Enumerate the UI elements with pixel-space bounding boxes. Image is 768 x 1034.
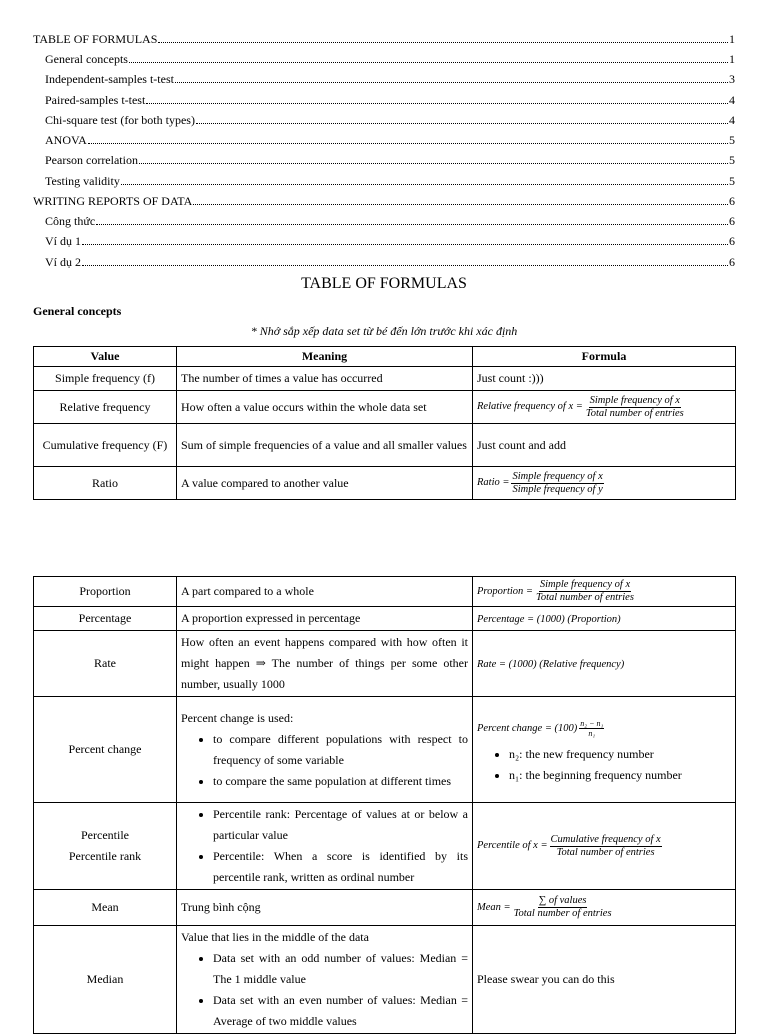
toc-entry[interactable]: [33, 189, 735, 209]
table-row: [34, 607, 736, 631]
cell-formula: Just count :))): [473, 367, 736, 391]
toc-entry-title: Ví dụ 2: [45, 255, 81, 269]
list-item: • Percentile rank: Percentage of values at or below a particular value: [213, 804, 468, 846]
fraction-denominator: Total number of entries: [536, 592, 634, 603]
toc-entry[interactable]: [45, 250, 735, 270]
table-row: [34, 890, 736, 926]
toc-entry[interactable]: [33, 27, 735, 47]
table-row: [34, 631, 736, 697]
toc-entry-page: 1: [729, 32, 735, 46]
table-row: [34, 803, 736, 890]
list-item: • n₁: the beginning frequency number: [509, 765, 731, 786]
cell-meaning: A proportion expressed in percentage: [177, 607, 473, 631]
table-row: [34, 926, 736, 1034]
cell-value: Proportion: [34, 577, 177, 607]
table-row: [34, 424, 736, 467]
bullet-list: [181, 729, 468, 792]
cell-formula: [473, 890, 736, 926]
cell-meaning: [177, 697, 473, 803]
toc-entry-page: 4: [729, 113, 735, 127]
toc-entry-page: 3: [729, 72, 735, 86]
table-row: [34, 577, 736, 607]
toc-entry-title: Pearson correlation: [45, 153, 138, 167]
formula-expression: [477, 471, 604, 496]
cell-meaning: [177, 803, 473, 890]
table-row: [34, 367, 736, 391]
toc-entry-title: Independent-samples t-test: [45, 72, 174, 86]
list-item: • to compare the same population at different times: [213, 771, 468, 792]
toc-entry-page: 4: [729, 93, 735, 107]
fraction-denominator: Simple frequency of y: [512, 483, 603, 495]
toc-entry-page: 5: [729, 153, 735, 167]
cell-value-line: Percentile rank: [68, 849, 142, 863]
table-header-row: [34, 347, 736, 367]
toc-entry[interactable]: [45, 169, 735, 189]
toc-entry[interactable]: [45, 148, 735, 168]
cell-value: Percent change: [34, 697, 177, 803]
toc-entry-title: General concepts: [45, 52, 128, 66]
cell-formula: [473, 631, 736, 697]
cell-intro: Value that lies in the middle of the data: [181, 930, 369, 944]
formula-table-1: [33, 346, 736, 500]
cell-value: Median: [34, 926, 177, 1034]
toc-entry-title: Testing validity: [45, 174, 120, 188]
cell-formula: [473, 607, 736, 631]
list-item: • n₂: the new frequency number: [509, 744, 731, 765]
toc-entry[interactable]: [45, 209, 735, 229]
cell-meaning: How often a value occurs within the whole data set: [177, 391, 473, 424]
formula-expression: [477, 834, 662, 859]
bullet-list: [181, 948, 468, 1032]
toc-entry[interactable]: [45, 47, 735, 67]
formula-lhs: Percent change = (100): [477, 722, 578, 734]
cell-formula: [473, 467, 736, 500]
fraction-numerator: ∑ of values: [538, 895, 587, 906]
toc-entry-title: Công thức: [45, 214, 96, 228]
fraction-denominator: n₁: [588, 729, 596, 739]
fraction: [513, 895, 613, 920]
bullet-list: [477, 744, 731, 786]
cell-formula: [473, 803, 736, 890]
cell-formula: Just count and add: [473, 424, 736, 467]
list-item: • Data set with an odd number of values: Median = The 1 middle value: [213, 948, 468, 990]
fraction-denominator: Total number of entries: [513, 908, 612, 919]
fraction-numerator: Cumulative frequency of x: [550, 833, 661, 845]
toc-entry-page: 6: [729, 194, 735, 208]
formula-lhs: Percentile of x =: [477, 840, 548, 851]
cell-value: Percentage: [34, 607, 177, 631]
formula-lhs: Proportion =: [477, 585, 533, 597]
cell-meaning: The number of times a value has occurred: [177, 367, 473, 391]
formula-expression: Percentage = (1000) (Proportion): [477, 614, 621, 625]
toc-entry-page: 6: [729, 234, 735, 248]
header-meaning: Meaning: [177, 347, 473, 367]
list-item: • to compare different populations with respect to frequency of some variable: [213, 729, 468, 771]
document-title: TABLE OF FORMULAS: [301, 275, 467, 292]
toc-entry-title: Chi-square test (for both types): [45, 113, 195, 127]
cell-meaning: How often an event happens compared with how often it might happen ⇒ The number of things per some other number, usually 1000: [177, 631, 473, 697]
formula-expression: [477, 395, 685, 420]
list-item: • Percentile: When a score is identified by its percentile rank, written as ordinal number: [213, 846, 468, 888]
formula-lhs: Ratio =: [477, 477, 510, 488]
toc-entry-page: 5: [729, 133, 735, 147]
toc-entry[interactable]: [45, 108, 735, 128]
fraction: [535, 579, 635, 604]
table-row: [34, 467, 736, 500]
cell-value: Mean: [34, 890, 177, 926]
toc-entry-title: TABLE OF FORMULAS: [33, 32, 158, 46]
formula-expression: [477, 579, 635, 604]
list-item: • Data set with an even number of values: Median = Average of two middle values: [213, 990, 468, 1032]
fraction: [585, 395, 685, 420]
toc-entry-title: WRITING REPORTS OF DATA: [33, 194, 193, 208]
cell-meaning: A part compared to a whole: [177, 577, 473, 607]
toc-entry[interactable]: [45, 229, 735, 249]
toc-entry-page: 1: [729, 52, 735, 66]
cell-value: Ratio: [34, 467, 177, 500]
fraction-numerator: Simple frequency of x: [539, 579, 631, 590]
cell-formula: Please swear you can do this: [473, 926, 736, 1034]
toc-entry[interactable]: [45, 128, 735, 148]
cell-meaning: Trung bình cộng: [177, 890, 473, 926]
formula-expression: [477, 719, 604, 738]
toc-entry[interactable]: [45, 67, 735, 87]
toc-entry[interactable]: [45, 88, 735, 108]
fraction: [511, 471, 603, 496]
cell-value: Relative frequency: [34, 391, 177, 424]
fraction-denominator: Total number of entries: [585, 407, 684, 419]
formula-expression: [477, 895, 613, 920]
cell-value-line: Percentile: [81, 828, 129, 842]
cell-value: Cumulative frequency (F): [34, 424, 177, 467]
toc-entry-title: Paired-samples t-test: [45, 93, 146, 107]
toc-entry-page: 5: [729, 174, 735, 188]
fraction-denominator: Total number of entries: [556, 846, 655, 858]
cell-formula: [473, 391, 736, 424]
cell-meaning: A value compared to another value: [177, 467, 473, 500]
toc-entry-title: Ví dụ 1: [45, 234, 81, 248]
cell-formula: [473, 577, 736, 607]
toc-entry-title: ANOVA: [45, 133, 87, 147]
section-heading: General concepts: [33, 304, 122, 318]
cell-meaning: Sum of simple frequencies of a value and all smaller values: [177, 424, 473, 467]
toc-entry-page: 6: [729, 214, 735, 228]
cell-value: [34, 803, 177, 890]
toc-entry-page: 6: [729, 255, 735, 269]
formula-lhs: Mean =: [477, 901, 511, 913]
fraction-numerator: Simple frequency of x: [589, 394, 680, 406]
cell-formula: [473, 697, 736, 803]
formula-lhs: Relative frequency of x =: [477, 401, 583, 412]
header-value: Value: [34, 347, 177, 367]
fraction-numerator: n₂ − n₁: [580, 719, 604, 729]
cell-intro: Percent change is used:: [181, 710, 294, 725]
fraction-numerator: Simple frequency of x: [512, 470, 603, 482]
cell-meaning: [177, 926, 473, 1034]
formula-table-2: [33, 576, 736, 1034]
header-formula: Formula: [473, 347, 736, 367]
formula-expression: Rate = (1000) (Relative frequency): [477, 659, 625, 670]
cell-value: Rate: [34, 631, 177, 697]
fraction: [579, 719, 604, 738]
cell-value: Simple frequency (f): [34, 367, 177, 391]
table-row: [34, 697, 736, 803]
fraction: [550, 834, 662, 859]
sorting-note: * Nhớ sắp xếp data set từ bé đến lớn trước khi xác định: [250, 324, 518, 338]
bullet-list: [181, 804, 468, 888]
table-row: [34, 391, 736, 424]
